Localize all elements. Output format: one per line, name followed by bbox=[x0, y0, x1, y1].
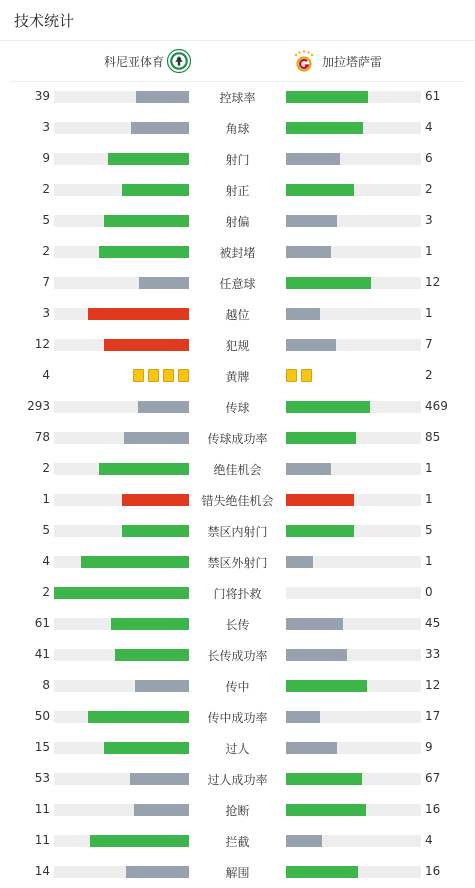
home-bar-track bbox=[54, 525, 189, 537]
home-value: 5 bbox=[42, 213, 50, 227]
away-bar-track bbox=[286, 587, 421, 599]
yellow-card-icon bbox=[178, 369, 189, 382]
away-bar-fill bbox=[286, 649, 347, 661]
away-bar-track bbox=[286, 711, 421, 723]
away-value: 1 bbox=[425, 306, 433, 320]
yellow-card-icon bbox=[286, 369, 297, 382]
stat-row bbox=[0, 112, 475, 143]
away-value: 67 bbox=[425, 771, 441, 785]
stat-label: 长传成功率 bbox=[207, 649, 268, 663]
stat-label: 过人 bbox=[225, 742, 250, 756]
away-bar-fill bbox=[286, 153, 340, 165]
yellow-card-icon bbox=[163, 369, 174, 382]
home-bar-fill bbox=[139, 277, 189, 289]
stat-row bbox=[0, 484, 475, 515]
stat-label: 任意球 bbox=[219, 277, 256, 291]
home-bar-track bbox=[54, 184, 189, 196]
home-bar-track bbox=[54, 587, 189, 599]
stat-row bbox=[0, 825, 475, 856]
away-bar-track bbox=[286, 153, 421, 165]
home-value: 78 bbox=[34, 430, 50, 444]
home-bar-track bbox=[54, 618, 189, 630]
home-bar-track bbox=[54, 246, 189, 258]
home-bar-fill bbox=[131, 122, 189, 134]
home-value: 3 bbox=[42, 120, 50, 134]
away-bar-fill bbox=[286, 866, 358, 878]
home-bar-track bbox=[54, 835, 189, 847]
home-value: 1 bbox=[42, 492, 50, 506]
stat-row bbox=[0, 360, 475, 391]
away-bar-fill bbox=[286, 215, 337, 227]
away-bar-track bbox=[286, 91, 421, 103]
home-bar-track bbox=[54, 494, 189, 506]
stat-row bbox=[0, 732, 475, 763]
home-bar-fill bbox=[126, 866, 189, 878]
away-value: 85 bbox=[425, 430, 441, 444]
stat-row bbox=[0, 143, 475, 174]
stat-row bbox=[0, 422, 475, 453]
away-bar-track bbox=[286, 339, 421, 351]
away-bar-fill bbox=[286, 246, 331, 258]
home-bar-track bbox=[54, 556, 189, 568]
home-value: 8 bbox=[42, 678, 50, 692]
away-value: 12 bbox=[425, 678, 441, 692]
away-bar-track bbox=[286, 401, 421, 413]
away-value: 3 bbox=[425, 213, 433, 227]
home-bar-fill bbox=[88, 711, 189, 723]
away-bar-track bbox=[286, 494, 421, 506]
stat-row bbox=[0, 515, 475, 546]
home-bar-fill bbox=[115, 649, 189, 661]
home-team-name: 科尼亚体育 bbox=[103, 54, 164, 69]
away-value: 0 bbox=[425, 585, 433, 599]
away-value: 33 bbox=[425, 647, 441, 661]
stat-row bbox=[0, 298, 475, 329]
stat-label: 禁区外射门 bbox=[207, 556, 268, 570]
yellow-card-icon bbox=[301, 369, 312, 382]
away-value: 1 bbox=[425, 244, 433, 258]
home-bar-track bbox=[54, 215, 189, 227]
stat-row bbox=[0, 701, 475, 732]
home-bar-fill bbox=[88, 308, 189, 320]
away-value: 1 bbox=[425, 461, 433, 475]
home-bar-fill bbox=[122, 184, 190, 196]
yellow-card-icon bbox=[148, 369, 159, 382]
home-value: 15 bbox=[34, 740, 50, 754]
away-value: 469 bbox=[425, 399, 448, 413]
page-title: 技术统计 bbox=[14, 12, 75, 30]
away-value: 9 bbox=[425, 740, 433, 754]
stat-label: 射门 bbox=[225, 153, 250, 167]
stat-label: 控球率 bbox=[219, 91, 256, 105]
stat-label: 长传 bbox=[225, 618, 250, 632]
stat-row bbox=[0, 329, 475, 360]
away-bar-track bbox=[286, 773, 421, 785]
home-bar-track bbox=[54, 122, 189, 134]
home-bar-track bbox=[54, 277, 189, 289]
home-value: 2 bbox=[42, 585, 50, 599]
away-value: 16 bbox=[425, 802, 441, 816]
home-value: 12 bbox=[34, 337, 50, 351]
home-value: 9 bbox=[42, 151, 50, 165]
away-bar-fill bbox=[286, 618, 343, 630]
away-bar-track bbox=[286, 804, 421, 816]
galatasaray-crest-icon bbox=[292, 49, 316, 73]
home-value: 2 bbox=[42, 244, 50, 258]
home-bar-fill bbox=[99, 463, 189, 475]
away-bar-track bbox=[286, 742, 421, 754]
home-bar-fill bbox=[122, 494, 190, 506]
stat-row bbox=[0, 236, 475, 267]
stat-row bbox=[0, 856, 475, 887]
home-value: 41 bbox=[34, 647, 50, 661]
home-value: 53 bbox=[34, 771, 50, 785]
away-bar-fill bbox=[286, 339, 336, 351]
away-team-name: 加拉塔萨雷 bbox=[322, 54, 383, 69]
home-value: 5 bbox=[42, 523, 50, 537]
away-value: 12 bbox=[425, 275, 441, 289]
home-value: 39 bbox=[34, 89, 50, 103]
stat-row bbox=[0, 391, 475, 422]
away-bar-track bbox=[286, 277, 421, 289]
home-bar-fill bbox=[124, 432, 189, 444]
stat-label: 射正 bbox=[225, 184, 250, 198]
stat-label: 被封堵 bbox=[219, 246, 256, 260]
home-value: 2 bbox=[42, 461, 50, 475]
stat-label: 射偏 bbox=[225, 215, 250, 229]
away-bar-fill bbox=[286, 556, 313, 568]
stat-label: 门将扑救 bbox=[213, 587, 262, 601]
away-bar-fill bbox=[286, 742, 337, 754]
away-bar-fill bbox=[286, 277, 371, 289]
stat-row bbox=[0, 670, 475, 701]
home-bar-track bbox=[54, 742, 189, 754]
home-value: 4 bbox=[42, 368, 50, 382]
home-bar-track bbox=[54, 91, 189, 103]
away-yellow-cards bbox=[286, 369, 312, 382]
stat-label: 传中 bbox=[225, 680, 250, 694]
home-value: 3 bbox=[42, 306, 50, 320]
stat-label: 角球 bbox=[225, 122, 250, 136]
stat-label: 绝佳机会 bbox=[213, 463, 262, 477]
away-bar-fill bbox=[286, 773, 362, 785]
away-bar-track bbox=[286, 463, 421, 475]
home-bar-track bbox=[54, 432, 189, 444]
away-value: 7 bbox=[425, 337, 433, 351]
away-bar-track bbox=[286, 308, 421, 320]
stat-label: 犯规 bbox=[225, 339, 250, 353]
away-value: 2 bbox=[425, 368, 433, 382]
home-bar-fill bbox=[99, 246, 189, 258]
away-value: 4 bbox=[425, 120, 433, 134]
home-bar-fill bbox=[134, 804, 189, 816]
away-value: 2 bbox=[425, 182, 433, 196]
away-bar-fill bbox=[286, 494, 354, 506]
home-value: 61 bbox=[34, 616, 50, 630]
home-bar-track bbox=[54, 339, 189, 351]
away-value: 1 bbox=[425, 492, 433, 506]
home-bar-track bbox=[54, 463, 189, 475]
stat-label: 拦截 bbox=[225, 835, 250, 849]
away-value: 5 bbox=[425, 523, 433, 537]
stat-row bbox=[0, 794, 475, 825]
stats-list bbox=[0, 81, 475, 887]
title-divider bbox=[0, 40, 475, 41]
stat-row bbox=[0, 174, 475, 205]
away-bar-track bbox=[286, 122, 421, 134]
stat-label: 传球成功率 bbox=[207, 432, 268, 446]
home-value: 11 bbox=[34, 833, 50, 847]
away-value: 1 bbox=[425, 554, 433, 568]
away-bar-track bbox=[286, 432, 421, 444]
away-value: 16 bbox=[425, 864, 441, 878]
away-bar-fill bbox=[286, 308, 320, 320]
away-bar-track bbox=[286, 866, 421, 878]
away-bar-fill bbox=[286, 432, 356, 444]
stat-row bbox=[0, 81, 475, 112]
home-value: 7 bbox=[42, 275, 50, 289]
home-yellow-cards bbox=[133, 369, 189, 382]
home-value: 50 bbox=[34, 709, 50, 723]
away-value: 17 bbox=[425, 709, 441, 723]
home-bar-fill bbox=[54, 587, 189, 599]
away-bar-track bbox=[286, 215, 421, 227]
home-value: 4 bbox=[42, 554, 50, 568]
stat-label: 过人成功率 bbox=[207, 773, 268, 787]
stat-label: 禁区内射门 bbox=[207, 525, 268, 539]
stat-row bbox=[0, 608, 475, 639]
home-bar-fill bbox=[90, 835, 189, 847]
home-bar-track bbox=[54, 401, 189, 413]
away-team[interactable] bbox=[292, 49, 382, 73]
home-bar-fill bbox=[104, 215, 189, 227]
away-value: 61 bbox=[425, 89, 441, 103]
home-bar-track bbox=[54, 308, 189, 320]
stat-row bbox=[0, 577, 475, 608]
stat-label: 越位 bbox=[225, 308, 250, 322]
away-bar-track bbox=[286, 556, 421, 568]
home-bar-fill bbox=[135, 680, 189, 692]
away-bar-track bbox=[286, 525, 421, 537]
away-bar-fill bbox=[286, 401, 370, 413]
stat-label: 传球 bbox=[225, 401, 250, 415]
home-bar-fill bbox=[104, 742, 189, 754]
home-bar-track bbox=[54, 711, 189, 723]
away-bar-track bbox=[286, 184, 421, 196]
home-bar-fill bbox=[81, 556, 189, 568]
home-bar-fill bbox=[122, 525, 190, 537]
away-value: 4 bbox=[425, 833, 433, 847]
home-bar-track bbox=[54, 153, 189, 165]
home-value: 293 bbox=[27, 399, 50, 413]
away-bar-fill bbox=[286, 184, 354, 196]
konyaspor-crest-icon bbox=[167, 49, 191, 73]
stat-row bbox=[0, 267, 475, 298]
away-bar-track bbox=[286, 246, 421, 258]
away-bar-fill bbox=[286, 463, 331, 475]
home-bar-fill bbox=[130, 773, 189, 785]
home-bar-fill bbox=[136, 91, 189, 103]
home-bar-track bbox=[54, 866, 189, 878]
away-bar-track bbox=[286, 680, 421, 692]
stat-label: 错失绝佳机会 bbox=[201, 494, 274, 508]
stat-row bbox=[0, 453, 475, 484]
stat-label: 解围 bbox=[225, 866, 250, 880]
away-bar-track bbox=[286, 649, 421, 661]
away-bar-fill bbox=[286, 804, 366, 816]
away-value: 45 bbox=[425, 616, 441, 630]
home-bar-fill bbox=[138, 401, 189, 413]
stat-label: 传中成功率 bbox=[207, 711, 268, 725]
away-bar-fill bbox=[286, 91, 368, 103]
home-bar-track bbox=[54, 804, 189, 816]
away-value: 6 bbox=[425, 151, 433, 165]
away-bar-fill bbox=[286, 711, 320, 723]
away-bar-fill bbox=[286, 835, 322, 847]
home-value: 14 bbox=[34, 864, 50, 878]
home-bar-fill bbox=[111, 618, 189, 630]
away-bar-fill bbox=[286, 680, 367, 692]
stat-row bbox=[0, 763, 475, 794]
away-bar-track bbox=[286, 835, 421, 847]
home-bar-track bbox=[54, 773, 189, 785]
stat-row bbox=[0, 205, 475, 236]
stat-row bbox=[0, 546, 475, 577]
home-bar-fill bbox=[104, 339, 189, 351]
home-value: 2 bbox=[42, 182, 50, 196]
home-value: 11 bbox=[34, 802, 50, 816]
home-bar-fill bbox=[108, 153, 189, 165]
stat-row bbox=[0, 639, 475, 670]
yellow-card-icon bbox=[133, 369, 144, 382]
away-bar-track bbox=[286, 618, 421, 630]
away-bar-fill bbox=[286, 525, 354, 537]
home-bar-track bbox=[54, 680, 189, 692]
stat-label: 黄牌 bbox=[225, 370, 250, 384]
home-bar-track bbox=[54, 649, 189, 661]
away-bar-fill bbox=[286, 122, 363, 134]
home-team[interactable] bbox=[104, 49, 191, 73]
stat-label: 抢断 bbox=[225, 804, 250, 818]
